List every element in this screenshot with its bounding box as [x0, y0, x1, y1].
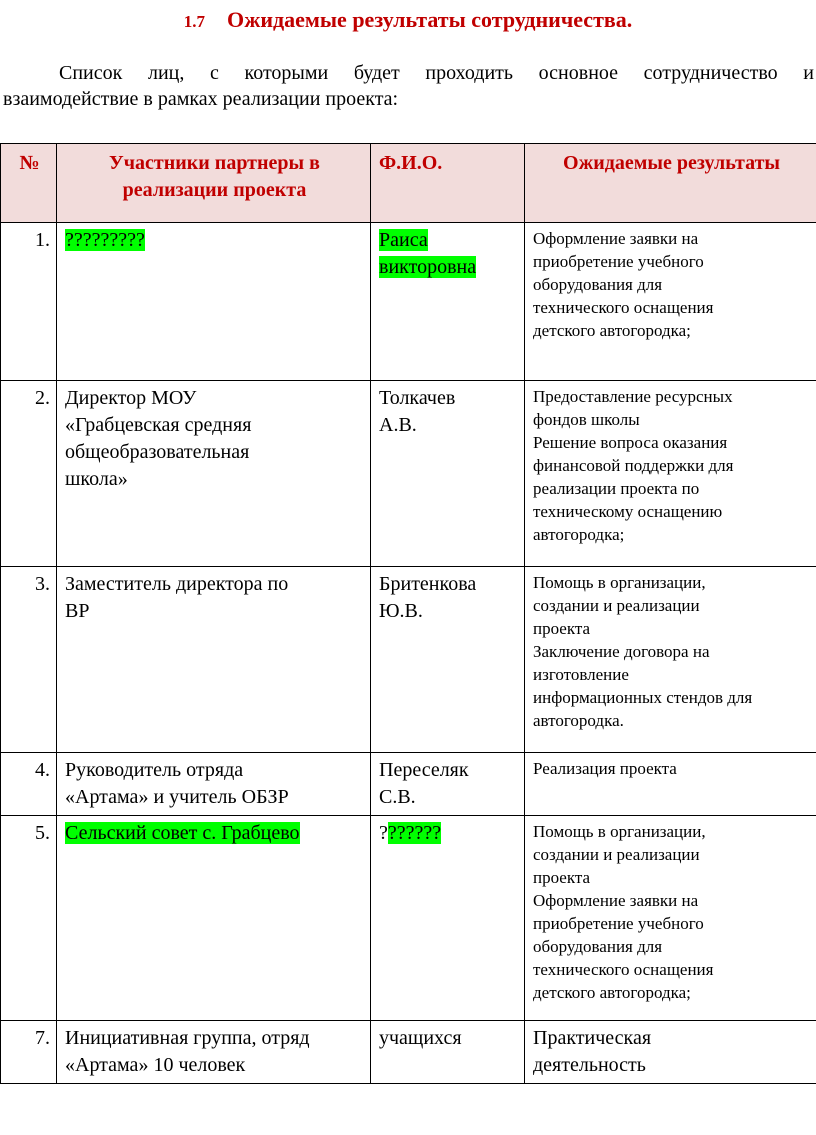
- row-results: [525, 1021, 816, 1084]
- fio-line: учащихся: [379, 1027, 462, 1049]
- row-results: [525, 816, 816, 1021]
- result-line: Практическая: [533, 1027, 652, 1049]
- row-participant: [57, 381, 371, 567]
- result-line: технического оснащения: [533, 298, 714, 317]
- result-line: автогородка;: [533, 525, 625, 544]
- table-row: [1, 1021, 816, 1084]
- result-line: Оформление заявки на: [533, 229, 699, 248]
- participant-line: «Артама» и учитель ОБЗР: [65, 786, 289, 808]
- result-line: Предоставление ресурсных: [533, 387, 733, 406]
- result-line: Помощь в организации,: [533, 573, 706, 592]
- participant-line: Заместитель директора по: [65, 573, 289, 595]
- fio-line: А.В.: [379, 414, 417, 436]
- fio-line: Бритенкова: [379, 573, 477, 595]
- row-fio: [371, 567, 525, 753]
- table-row: [1, 753, 816, 816]
- fio-line: Толкачев: [379, 387, 456, 409]
- row-number: 1.: [1, 223, 57, 381]
- row-fio: [371, 816, 525, 1021]
- fio-line: Переселяк: [379, 759, 469, 781]
- table-row: [1, 567, 816, 753]
- participant-line: Сельский совет с. Грабцево: [65, 822, 300, 844]
- result-line: оборудования для: [533, 275, 663, 294]
- intro-line-1: Список лиц, с которыми будет проходить основное сотрудничество и: [59, 62, 814, 84]
- section-number: 1.7: [183, 12, 205, 31]
- participant-line: ВР: [65, 600, 90, 622]
- fio-line: викторовна: [379, 256, 477, 278]
- result-line: финансовой поддержки для: [533, 456, 734, 475]
- participant-line: «Грабцевская средняя: [65, 414, 252, 436]
- result-line: детского автогородка;: [533, 983, 691, 1002]
- table-row: [1, 381, 816, 567]
- participant-line: «Артама» 10 человек: [65, 1054, 246, 1076]
- result-line: реализации проекта по: [533, 479, 700, 498]
- result-line: изготовление: [533, 665, 629, 684]
- row-participant: [57, 816, 371, 1021]
- row-number: 5.: [1, 816, 57, 1021]
- result-line: создании и реализации: [533, 845, 700, 864]
- fio-highlight: ??????: [387, 822, 442, 844]
- header-results: Ожидаемые результаты: [525, 144, 816, 223]
- row-results: [525, 381, 816, 567]
- participant-line: Директор МОУ: [65, 387, 197, 409]
- result-line: Решение вопроса оказания: [533, 433, 728, 452]
- row-results: [525, 753, 816, 816]
- fio-line: Ю.В.: [379, 600, 423, 622]
- header-fio: Ф.И.О.: [371, 144, 525, 223]
- row-participant: [57, 567, 371, 753]
- participant-line: Инициативная группа, отряд: [65, 1027, 310, 1049]
- participant-line: общеобразовательная: [65, 441, 250, 463]
- row-fio: [371, 753, 525, 816]
- result-line: приобретение учебного: [533, 914, 704, 933]
- header-participants-line-1: Участники партнеры в: [109, 152, 320, 174]
- intro-line-2: взаимодействие в рамках реализации проекта:: [3, 88, 399, 110]
- section-title: Ожидаемые результаты сотрудничества.: [226, 7, 633, 32]
- result-line: деятельность: [533, 1054, 646, 1076]
- result-line: техническому оснащению: [533, 502, 723, 521]
- row-fio: [371, 1021, 525, 1084]
- result-line: Оформление заявки на: [533, 891, 699, 910]
- result-line: автогородка.: [533, 711, 624, 730]
- result-line: оборудования для: [533, 937, 663, 956]
- row-number: 2.: [1, 381, 57, 567]
- fio-line: С.В.: [379, 786, 416, 808]
- row-fio: [371, 223, 525, 381]
- fio-prefix: ?: [379, 822, 388, 844]
- row-participant: [57, 223, 371, 381]
- row-fio: [371, 381, 525, 567]
- partners-table: [0, 143, 816, 1084]
- result-line: Заключение договора на: [533, 642, 710, 661]
- row-results: [525, 567, 816, 753]
- result-line: проекта: [533, 619, 591, 638]
- header-number: №: [1, 144, 57, 223]
- row-results: [525, 223, 816, 381]
- table-row: [1, 223, 816, 381]
- fio-line: Раиса: [379, 229, 428, 251]
- participant-line: школа»: [65, 468, 128, 490]
- result-line: информационных стендов для: [533, 688, 753, 707]
- row-number: 4.: [1, 753, 57, 816]
- result-line: Помощь в организации,: [533, 822, 706, 841]
- intro-paragraph: [3, 60, 814, 112]
- table-header-row: [1, 144, 816, 223]
- header-participants-line-2: реализации проекта: [122, 179, 307, 201]
- header-participants: [57, 144, 371, 223]
- row-number: 3.: [1, 567, 57, 753]
- table-row: [1, 816, 816, 1021]
- result-line: Реализация проекта: [533, 759, 677, 778]
- result-line: проекта: [533, 868, 591, 887]
- section-heading: [0, 6, 816, 36]
- row-participant: [57, 1021, 371, 1084]
- row-participant: [57, 753, 371, 816]
- result-line: создании и реализации: [533, 596, 700, 615]
- result-line: приобретение учебного: [533, 252, 704, 271]
- participant-line: ?????????: [65, 229, 145, 251]
- result-line: технического оснащения: [533, 960, 714, 979]
- row-number: 7.: [1, 1021, 57, 1084]
- result-line: детского автогородка;: [533, 321, 691, 340]
- participant-line: Руководитель отряда: [65, 759, 244, 781]
- result-line: фондов школы: [533, 410, 640, 429]
